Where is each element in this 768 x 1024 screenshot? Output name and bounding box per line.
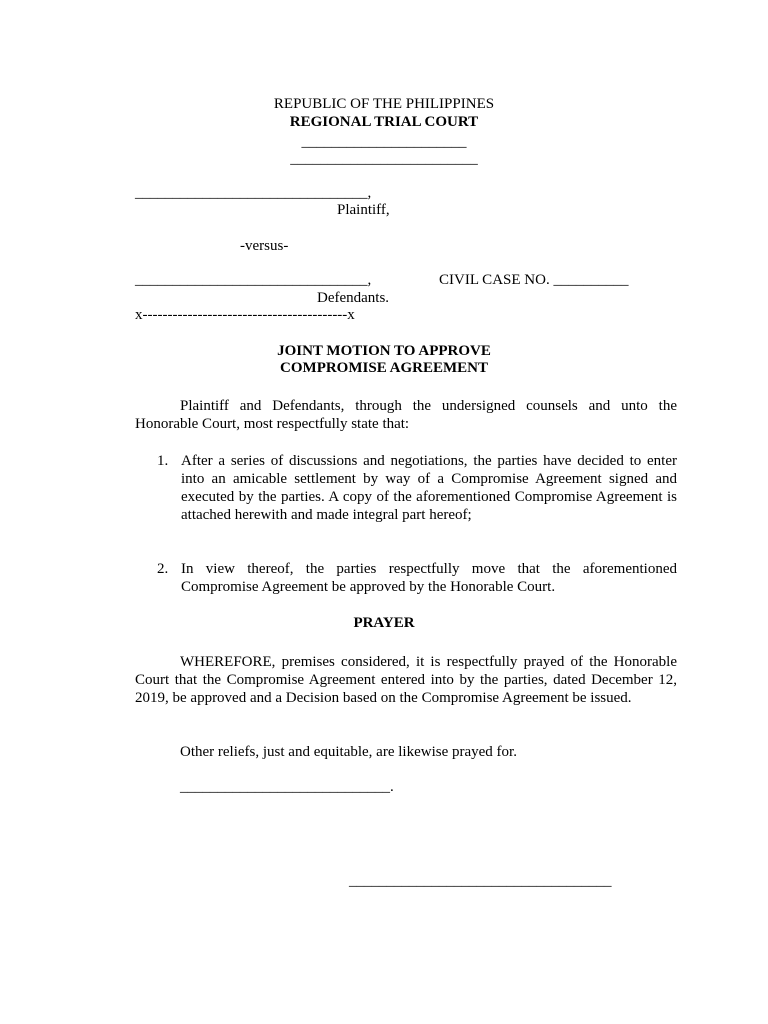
list-item-number: 1. — [157, 453, 169, 469]
plaintiff-name-blank: _______________________________, — [135, 185, 372, 201]
list-item-text: After a series of discussions and negotiations, the parties have decided to enter into an amicable settlement by way of a Compromise Agreement signed and executed by the parties. A copy of the aforementioned Compromise Agreement is attached herewith and made integral part hereof; — [181, 453, 677, 523]
civil-case-number: CIVIL CASE NO. __________ — [439, 272, 629, 288]
defendants-label: Defendants. — [317, 290, 390, 306]
republic-heading: REPUBLIC OF THE PHILIPPINES — [273, 96, 495, 112]
defendants-name-blank: _______________________________, — [135, 272, 372, 288]
prayer-paragraph: WHEREFORE, premises considered, it is respectfully prayed of the Honorable Court that the Compromise Agreement entered into by the parties, dated December 12, 2019, be approved and a Decision based on the Compromise Agreement be issued. — [135, 654, 677, 706]
plaintiff-label: Plaintiff, — [337, 202, 390, 218]
court-heading: REGIONAL TRIAL COURT — [289, 114, 479, 130]
list-item-number: 2. — [157, 561, 169, 577]
place-date-blank: ____________________________. — [180, 779, 394, 795]
signature-blank: ___________________________________ — [349, 873, 612, 889]
list-item — [157, 560, 677, 596]
prayer-heading: PRAYER — [353, 615, 415, 631]
motion-title-line1: JOINT MOTION TO APPROVE — [277, 343, 491, 359]
list-item-text: In view thereof, the parties respectfully move that the aforementioned Compromise Agreement be approved by the Honorable Court. — [181, 561, 677, 595]
intro-paragraph: Plaintiff and Defendants, through the undersigned counsels and unto the Honorable Court, most respectfully state that: — [135, 398, 677, 432]
city-blank: _________________________ — [290, 151, 478, 167]
list-item — [157, 452, 677, 524]
versus-label: -versus- — [240, 238, 289, 254]
branch-blank: ______________________ — [301, 134, 467, 150]
motion-title-line2: COMPROMISE AGREEMENT — [280, 360, 488, 376]
caption-separator: x-----------------------------------------x — [135, 307, 355, 323]
other-reliefs-paragraph: Other reliefs, just and equitable, are likewise prayed for. — [180, 744, 517, 760]
